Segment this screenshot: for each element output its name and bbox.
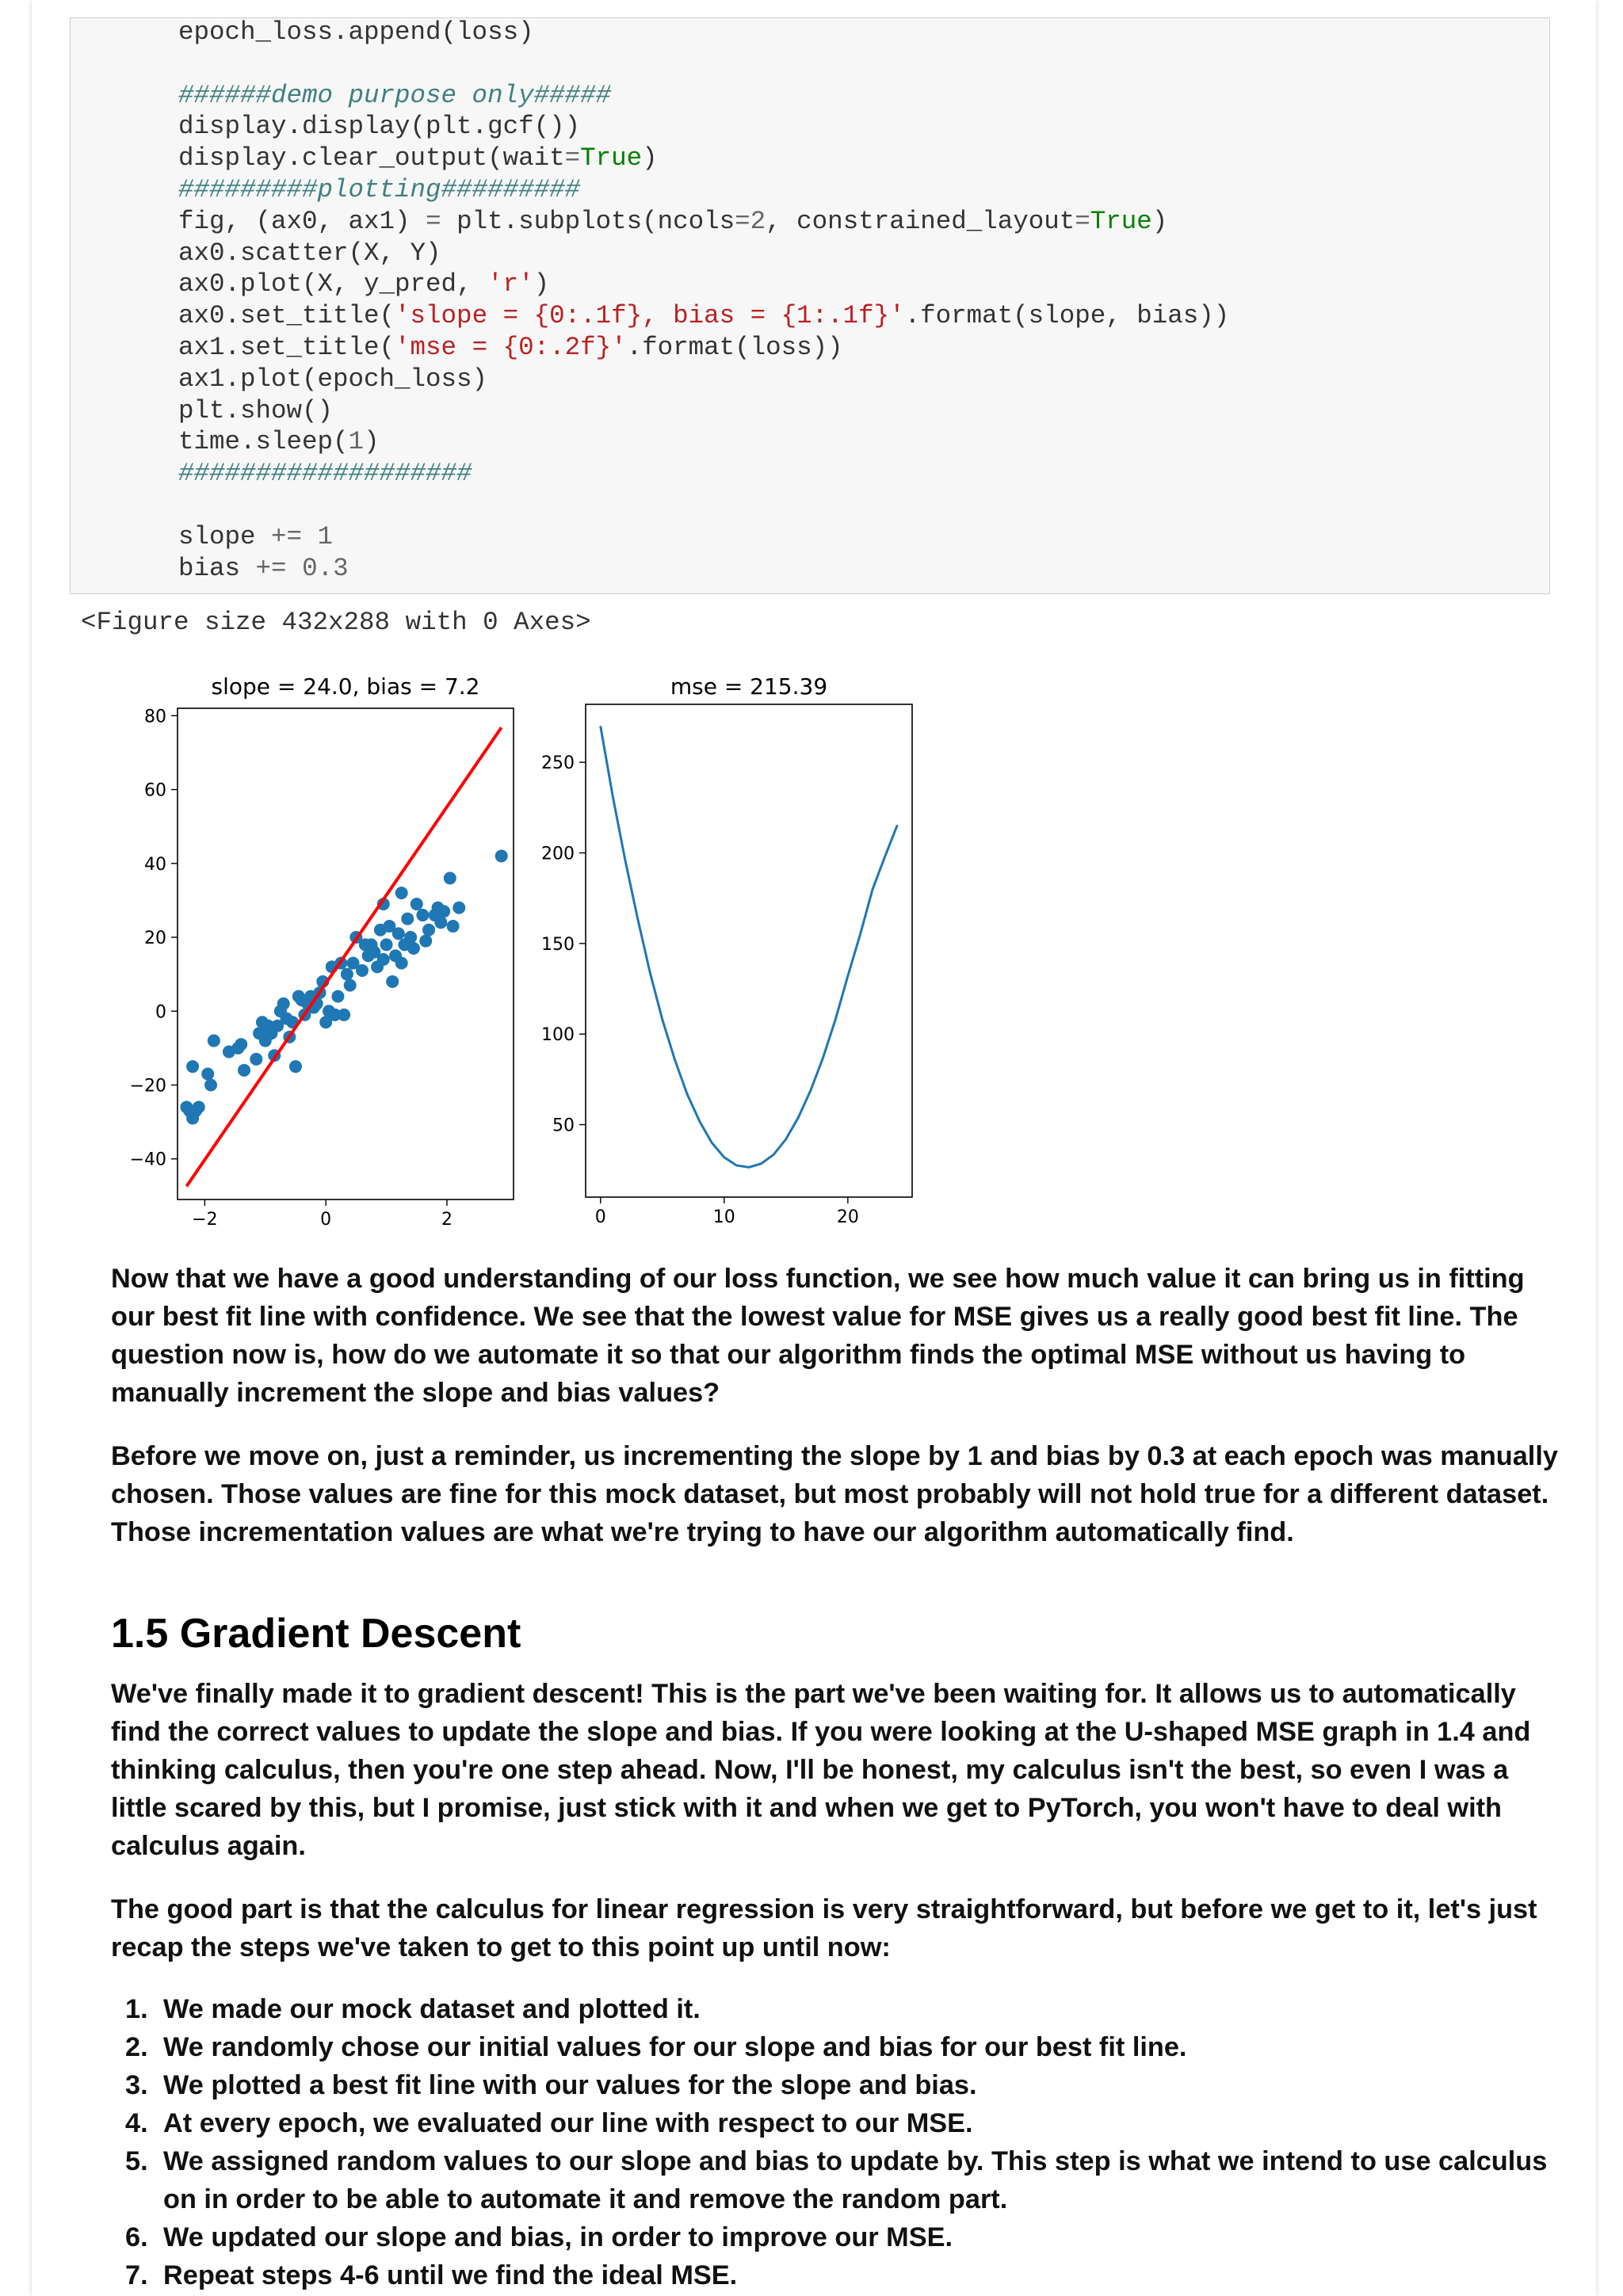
y-tick-label: 80 xyxy=(144,707,166,727)
list-item-text: At every epoch, we evaluated our line with respect to our MSE. xyxy=(163,2108,973,2138)
scatter-point xyxy=(386,975,399,988)
paragraph-reminder: Before we move on, just a reminder, us incrementing the slope by 1 and bias by 0.3 at each epoch was manually chosen. Those values are fine for this mock dataset, but most probably will not hold true for a different dataset. Those incrementation values are what we're trying to have our algorithm automatically find. xyxy=(111,1441,1558,1547)
scatter-point xyxy=(180,1100,193,1113)
scatter-point xyxy=(235,1038,247,1051)
scatter-point xyxy=(404,931,417,944)
code-token: += xyxy=(255,553,287,583)
code-token: ################### xyxy=(178,459,472,489)
code-token: #########plotting######### xyxy=(178,175,581,204)
list-item-number: 5. xyxy=(125,2146,148,2176)
code-token: plt.show() xyxy=(178,395,334,425)
scatter-point xyxy=(377,953,390,966)
y-tick-label: 60 xyxy=(144,780,166,801)
y-tick-label: 200 xyxy=(541,844,575,864)
code-token: = xyxy=(564,143,581,174)
code-token: = xyxy=(426,206,441,236)
code-line xyxy=(178,17,534,48)
scatter-point xyxy=(250,1053,262,1066)
code-line xyxy=(178,458,472,490)
list-item-text: We assigned random values to our slope and bias to update by. This step is what we intend to use calculus on in order to be able to automate it and remove the random part. xyxy=(163,2146,1548,2214)
y-tick-label: 150 xyxy=(541,934,575,955)
scatter-point xyxy=(407,942,420,955)
code-token: = xyxy=(735,206,750,236)
list-item-number: 4. xyxy=(125,2108,148,2138)
scatter-point xyxy=(411,898,423,910)
list-item-number: 6. xyxy=(125,2222,148,2252)
code-token: ax0.scatter(X, Y) xyxy=(178,238,441,268)
code-token: 'slope = {0:.1f}, bias = {1:.1f}' xyxy=(395,301,905,331)
y-tick-label: 250 xyxy=(541,753,575,774)
code-token: , constrained_layout xyxy=(766,206,1075,236)
code-line xyxy=(178,395,333,427)
mse-subplot-ticks xyxy=(541,753,859,1227)
code-token: plt.subplots(ncols xyxy=(441,206,735,236)
list-item xyxy=(111,2142,1569,2218)
paragraph-recap-intro: The good part is that the calculus for linear regression is very straightforward, but before we get to it, let's just recap the steps we've taken to get to this point up until now: xyxy=(111,1894,1537,1962)
scatter-point xyxy=(444,871,456,884)
list-item-text: Repeat steps 4-6 until we find the ideal MSE. xyxy=(163,2260,738,2290)
scatter-point xyxy=(289,1060,302,1073)
scatter-point xyxy=(437,905,450,917)
code-token: epoch_loss.append(loss) xyxy=(178,17,534,47)
scatter-point xyxy=(201,1068,214,1081)
list-item xyxy=(111,2256,1569,2294)
markdown-cell xyxy=(111,1260,1569,2294)
scatter-point xyxy=(395,957,408,970)
code-token: ax1.set_title( xyxy=(178,333,395,362)
y-tick-label: 100 xyxy=(541,1025,575,1046)
x-tick-label: −2 xyxy=(192,1210,218,1230)
scatter-point xyxy=(395,887,408,899)
code-token: ) xyxy=(1151,206,1168,236)
code-cell[interactable] xyxy=(70,17,1550,594)
mse-subplot xyxy=(541,673,912,1227)
code-token: time.sleep( xyxy=(178,427,349,457)
y-tick-label: −40 xyxy=(129,1150,166,1170)
scatter-subplot-marks xyxy=(180,727,507,1186)
list-item xyxy=(111,2218,1569,2256)
scatter-point xyxy=(277,997,290,1010)
mse-subplot-frame xyxy=(586,704,912,1197)
y-tick-label: 20 xyxy=(144,929,166,949)
code-line xyxy=(178,426,380,458)
code-token: fig, (ax0, ax1) xyxy=(178,206,426,236)
list-item xyxy=(111,2066,1569,2104)
code-token: 'mse = {0:.2f}' xyxy=(395,333,627,362)
code-line xyxy=(178,206,1167,238)
code-token: ax1.plot(epoch_loss) xyxy=(178,364,488,394)
code-token: 'r' xyxy=(487,269,534,299)
x-tick-label: 2 xyxy=(441,1210,453,1230)
code-token: 1 xyxy=(317,521,334,551)
paragraph-loss-understanding: Now that we have a good understanding of our loss function, we see how much value it can bring us in fitting our best fit line with confidence. We see that the lowest value for MSE gives us a really good best fit line. The question now is, how do we automate it so that our algorithm finds the optimal MSE without us having to manually increment the slope and bias values? xyxy=(111,1264,1525,1408)
x-tick-label: 10 xyxy=(712,1207,735,1227)
code-token: ######demo purpose only##### xyxy=(178,80,612,110)
list-item xyxy=(111,1990,1569,2028)
list-item-number: 1. xyxy=(125,1994,148,2024)
code-token: .format(slope, bias)) xyxy=(904,301,1230,331)
scatter-point xyxy=(453,902,465,914)
list-item-number: 7. xyxy=(125,2260,148,2290)
output-figure xyxy=(79,666,935,1230)
code-token: ax0.set_title( xyxy=(178,301,395,331)
code-line xyxy=(178,80,611,112)
scatter-point xyxy=(338,1009,350,1021)
scatter-point xyxy=(380,938,393,951)
code-token: .format(loss)) xyxy=(626,333,843,362)
code-token: slope xyxy=(178,521,272,551)
code-line xyxy=(178,364,487,395)
code-line xyxy=(178,174,580,206)
code-token: display.display(plt.gcf()) xyxy=(178,112,581,142)
code-token: = xyxy=(1075,206,1090,236)
code-token: 0.3 xyxy=(302,553,349,583)
x-tick-label: 20 xyxy=(836,1207,859,1227)
code-line xyxy=(178,332,843,364)
recap-steps-list xyxy=(111,1990,1569,2294)
code-token: ) xyxy=(533,269,550,299)
scatter-subplot xyxy=(130,673,514,1230)
list-item xyxy=(111,2104,1569,2142)
y-tick-label: 0 xyxy=(155,1002,166,1023)
list-item-text: We randomly chose our initial values for our slope and bias for our best fit line. xyxy=(163,2032,1187,2062)
code-token: display.clear_output(wait xyxy=(178,143,565,174)
code-token xyxy=(302,522,318,551)
x-tick-label: 0 xyxy=(320,1210,332,1230)
scatter-point xyxy=(341,968,353,981)
code-token: 1 xyxy=(348,427,365,457)
code-token: 2 xyxy=(750,206,766,236)
code-token: True xyxy=(580,143,643,174)
code-line xyxy=(178,300,1229,332)
scatter-point xyxy=(186,1060,199,1073)
code-line xyxy=(178,521,333,553)
list-item-number: 2. xyxy=(125,2032,148,2062)
scatter-subplot-title: slope = 24.0, bias = 7.2 xyxy=(211,673,480,700)
list-item-number: 3. xyxy=(125,2070,148,2100)
code-token: ) xyxy=(364,427,380,457)
scatter-point xyxy=(495,849,508,862)
scatter-point xyxy=(422,924,435,936)
code-token: ax0.plot(X, y_pred, xyxy=(178,269,488,299)
figure-size-output: <Figure size 432x288 with 0 Axes> xyxy=(81,608,591,637)
y-tick-label: 40 xyxy=(144,854,166,875)
code-token xyxy=(287,554,303,583)
scatter-point xyxy=(204,1078,217,1091)
y-tick-label: 50 xyxy=(552,1116,575,1136)
scatter-point xyxy=(238,1064,250,1077)
fit-line xyxy=(186,727,501,1186)
section-heading: 1.5 Gradient Descent xyxy=(111,1611,521,1657)
list-item-text: We plotted a best fit line with our values for the slope and bias. xyxy=(163,2070,977,2100)
code-line xyxy=(178,238,441,269)
list-item xyxy=(111,2028,1569,2066)
code-line xyxy=(178,111,580,143)
code-token: ) xyxy=(642,143,658,174)
code-token: True xyxy=(1090,206,1152,236)
y-tick-label: −20 xyxy=(129,1076,166,1097)
mse-loss-line xyxy=(601,726,898,1167)
code-line xyxy=(178,143,658,174)
mse-subplot-title: mse = 215.39 xyxy=(670,673,828,700)
x-tick-label: 0 xyxy=(594,1207,606,1227)
scatter-point xyxy=(392,927,405,940)
scatter-point xyxy=(208,1035,220,1047)
scatter-point xyxy=(401,913,414,925)
code-token: bias xyxy=(178,553,256,583)
mse-subplot-marks xyxy=(601,726,898,1167)
scatter-point xyxy=(331,990,344,1003)
list-item-text: We updated our slope and bias, in order to improve our MSE. xyxy=(163,2222,953,2252)
scatter-point xyxy=(344,979,357,992)
scatter-point xyxy=(416,909,429,921)
notebook-page xyxy=(32,0,1596,2296)
list-item-text: We made our mock dataset and plotted it. xyxy=(163,1994,701,2024)
scatter-point xyxy=(419,935,432,948)
scatter-point xyxy=(356,964,369,977)
scatter-point xyxy=(434,916,447,929)
code-token: += xyxy=(271,521,303,551)
code-line xyxy=(178,553,349,585)
paragraph-gradient-descent-intro: We've finally made it to gradient descent! This is the part we've been waiting for. It allows us to automatically find the correct values to update the slope and bias. If you were looking at the U-shaped MSE graph in 1.4 and thinking calculus, then you're one step ahead. Now, I'll be honest, my calculus isn't the best, so even I was a little scared by this, but I promise, just stick with it and when we get to PyTorch, you won't have to deal with calculus again. xyxy=(111,1679,1531,1861)
scatter-point xyxy=(447,920,460,933)
code-line xyxy=(178,269,549,300)
